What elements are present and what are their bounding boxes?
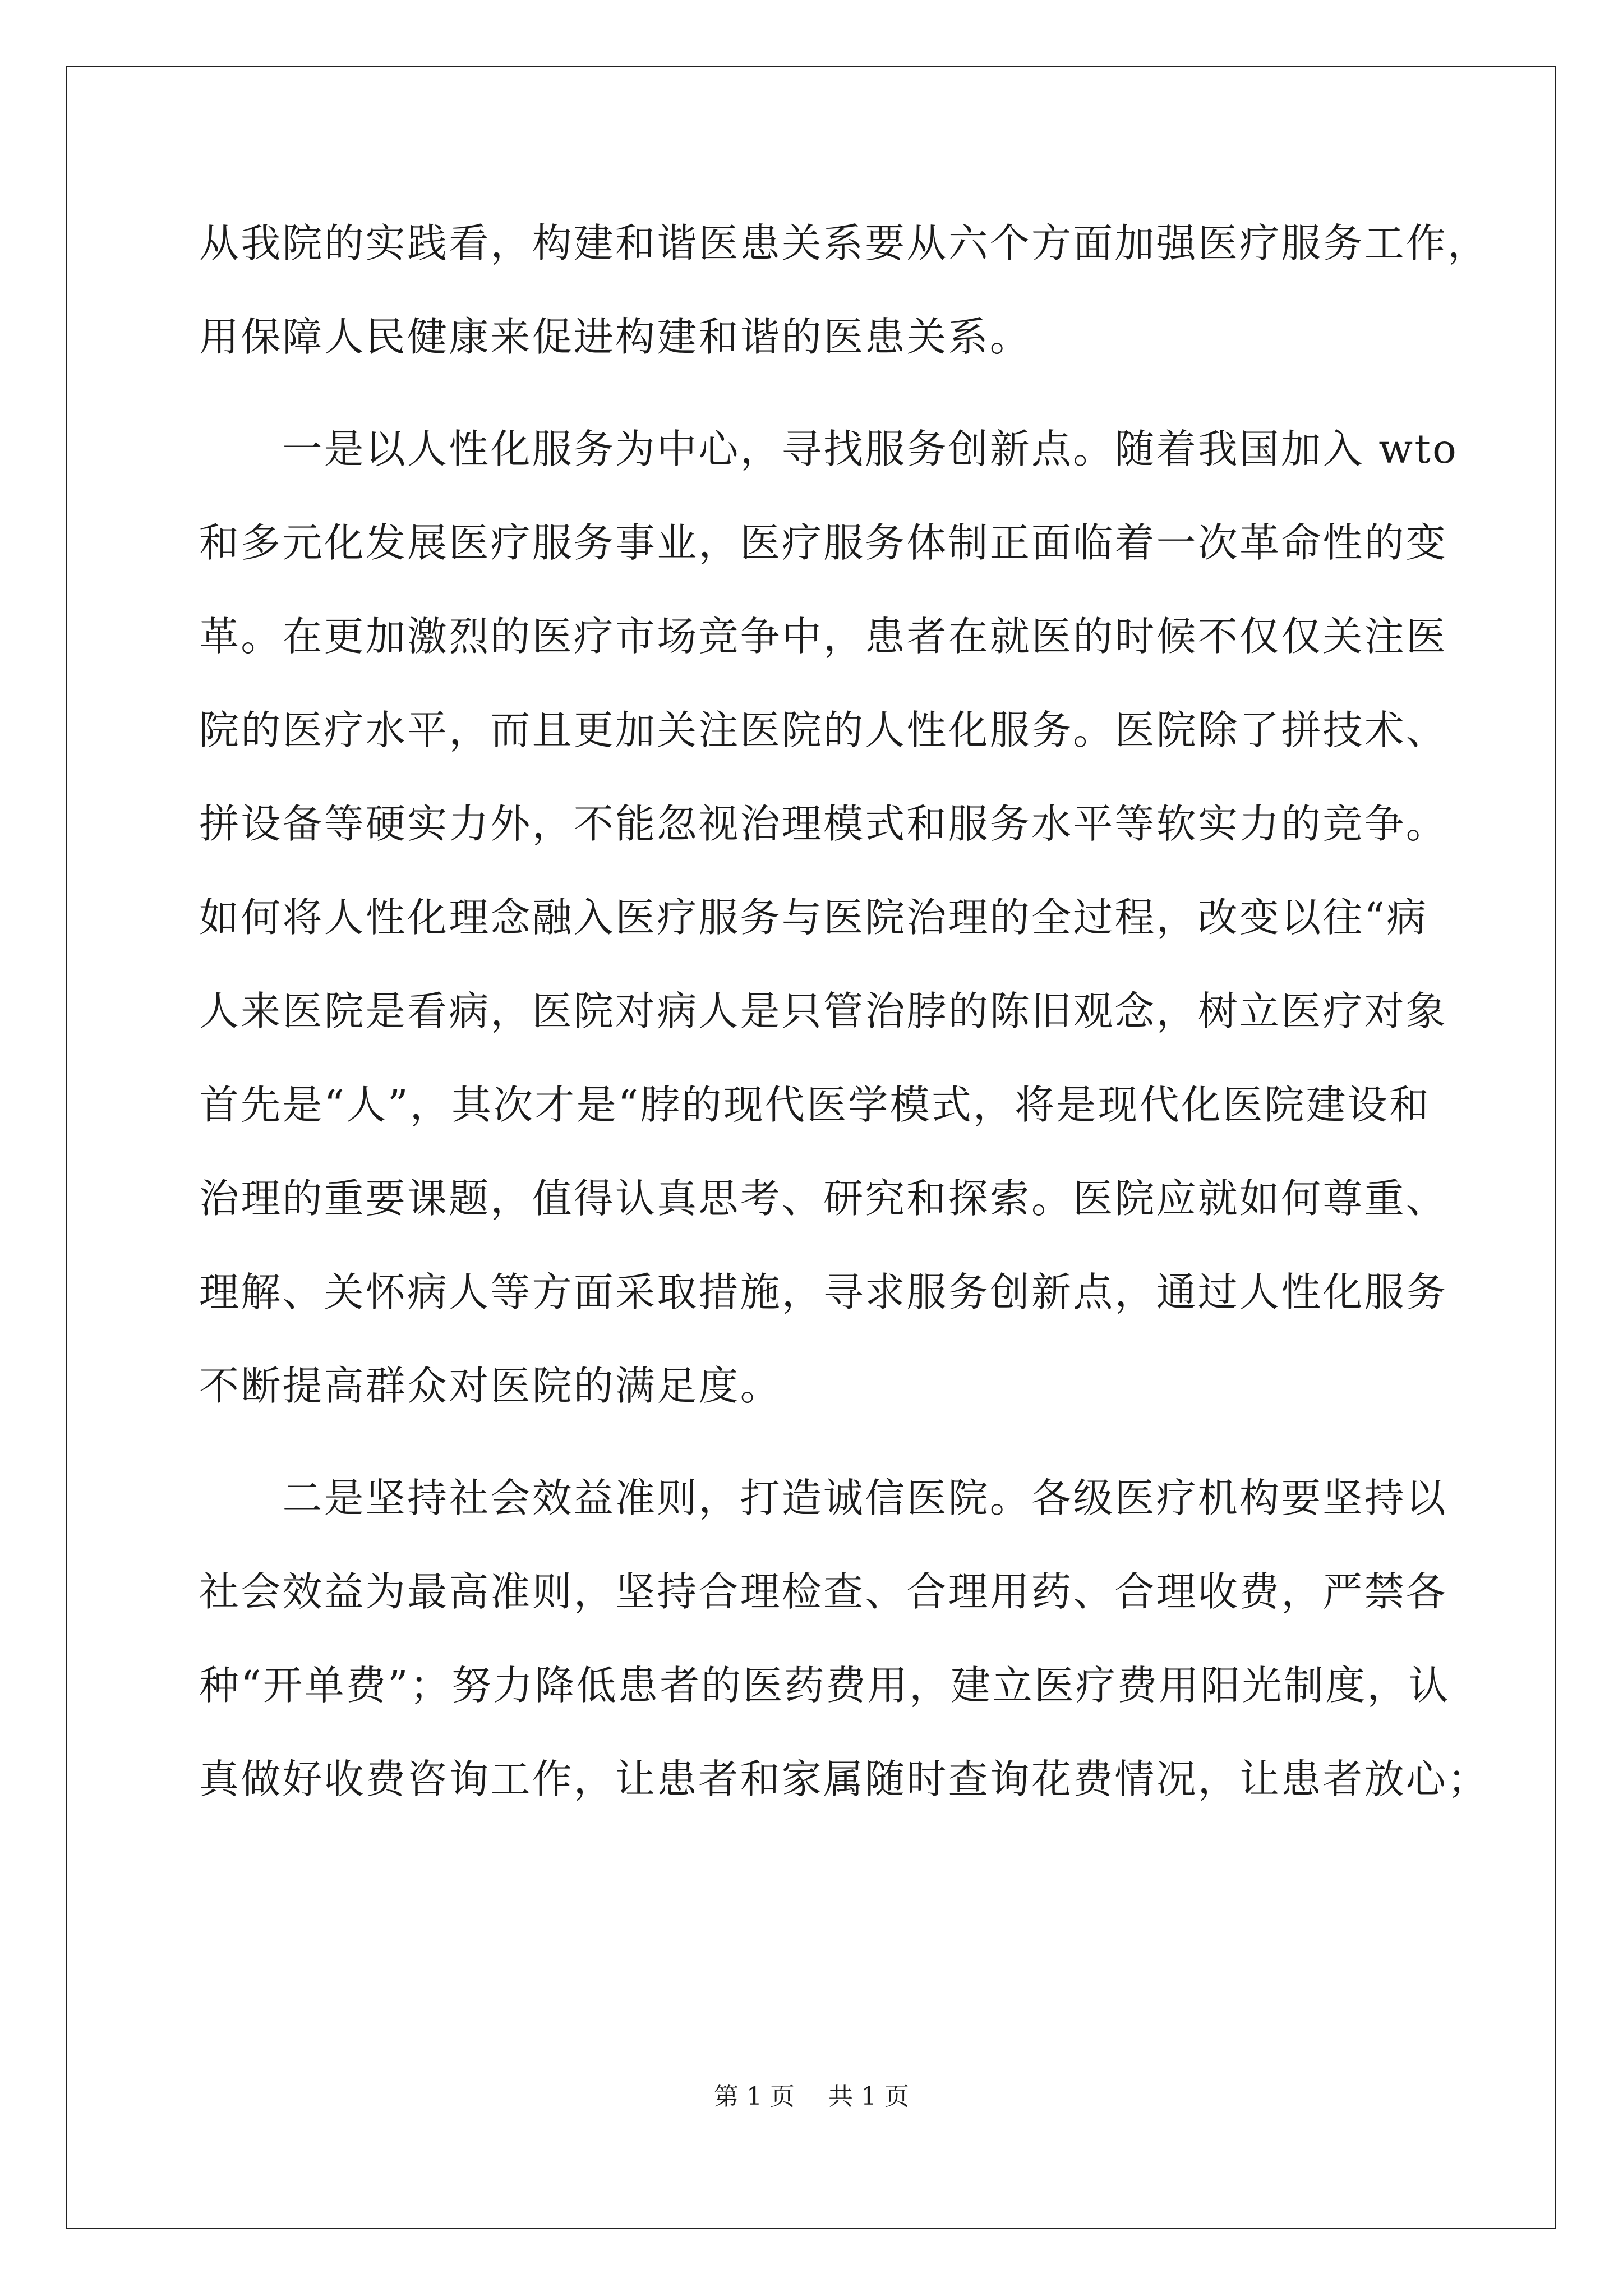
text-line: 二是坚持社会效益准则，打造诚信医院。各级医疗机构要坚持以 (199, 1475, 1448, 1521)
text-line: 和多元化发展医疗服务事业，医疗服务体制正面临着一次革命性的变 (199, 519, 1448, 566)
text-line: 从我院的实践看，构建和谐医患关系要从六个方面加强医疗服务工作， (199, 220, 1490, 266)
page-total: 共 1 页 (828, 2082, 909, 2111)
page-footer (0, 2080, 1623, 2114)
text-line: 不断提高群众对医院的满足度。 (199, 1363, 782, 1409)
text-line: 拼设备等硬实力外，不能忽视治理模式和服务水平等软实力的竞争。 (199, 800, 1448, 847)
text-line: 理解、关怀病人等方面采取措施，寻求服务创新点，通过人性化服务 (199, 1269, 1448, 1315)
text-line: 革。在更加激烈的医疗市场竞争中，患者在就医的时候不仅仅关注医 (199, 613, 1448, 660)
page-border (66, 66, 1556, 2229)
text-line: 治理的重要课题，值得认真思考、研究和探索。医院应就如何尊重、 (199, 1175, 1448, 1222)
page-number: 第 1 页 (714, 2082, 795, 2111)
text-line: 院的医疗水平，而且更加关注医院的人性化服务。医院除了拼技术、 (199, 707, 1448, 753)
text-line: 如何将人性化理念融入医疗服务与医院治理的全过程，改变以往“病 (199, 894, 1428, 941)
text-line: 种“开单费”；努力降低患者的医药费用，建立医疗费用阳光制度，认 (199, 1662, 1450, 1709)
text-line: 真做好收费咨询工作，让患者和家属随时查询花费情况，让患者放心； (199, 1756, 1490, 1802)
text-line: 一是以人性化服务为中心，寻找服务创新点。随着我国加入 wto (199, 426, 1459, 472)
text-line: 人来医院是看病，医院对病人是只管治脖的陈旧观念，树立医疗对象 (199, 988, 1448, 1034)
text-line: 用保障人民健康来促进构建和谐的医患关系。 (199, 314, 1032, 360)
text-line: 社会效益为最高准则，坚持合理检查、合理用药、合理收费，严禁各 (199, 1568, 1448, 1615)
text-line: 首先是“人”，其次才是“脖的现代医学模式，将是现代化医院建设和 (199, 1082, 1431, 1128)
